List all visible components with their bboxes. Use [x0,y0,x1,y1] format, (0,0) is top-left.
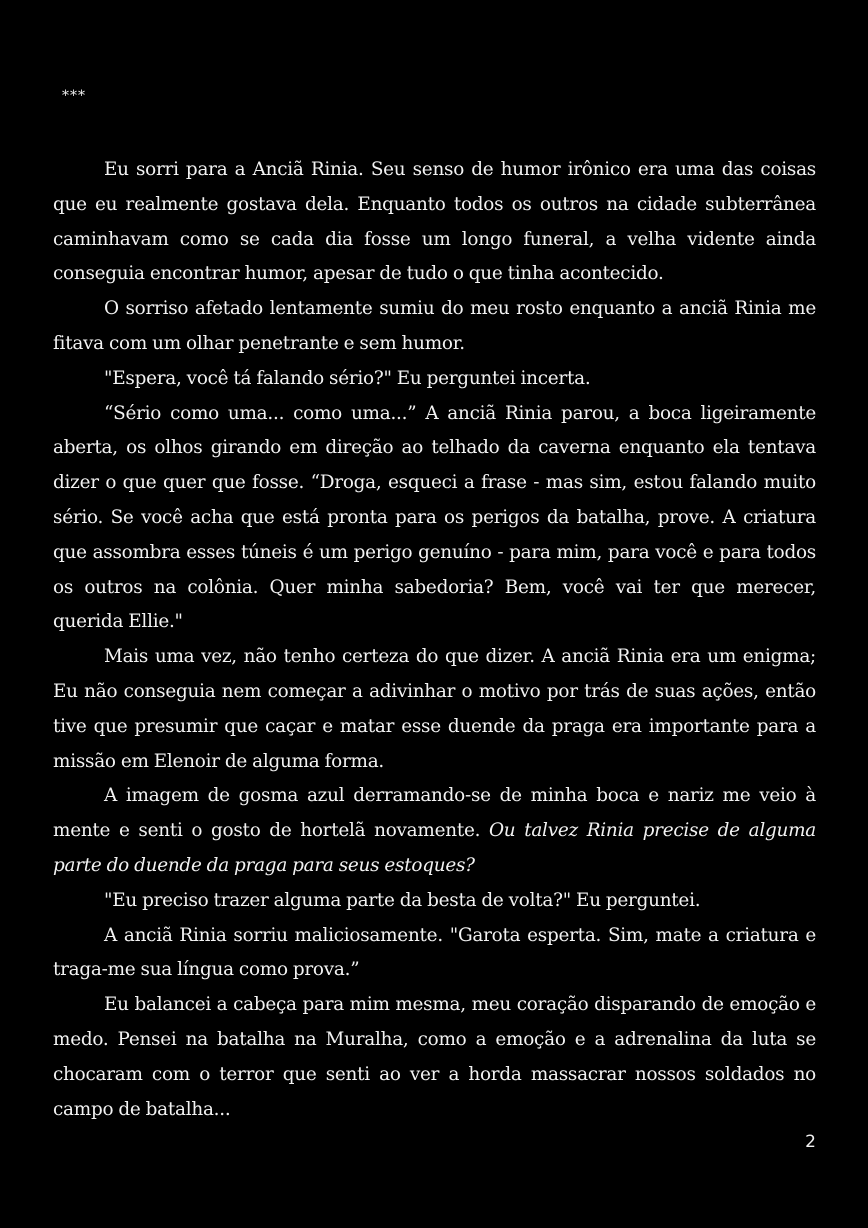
paragraph: Mais uma vez, não tenho certeza do que dizer. A anciã Rinia era um enigma; Eu não conseguia nem começar a adivinhar o motivo por trás de suas ações, então tive que presumir que caçar e matar esse duende da praga era importante para a missão em Elenoir de alguma forma. [53,646,816,772]
paragraph [53,779,816,883]
paragraph: "Espera, você tá falando sério?" Eu perguntei incerta. [104,367,591,389]
paragraph: Eu sorri para a Anciã Rinia. Seu senso de humor irônico era uma das coisas que eu realmente gostava dela. Enquanto todos os outros na cidade subterrânea caminhavam como se cada dia fosse um longo funeral, a velha vidente ainda conseguia encontrar humor, apesar de tudo o que tinha acontecido. [53,159,816,285]
paragraph: A anciã Rinia sorriu maliciosamente. "Garota esperta. Sim, mate a criatura e traga-me sua língua como prova.” [53,924,816,981]
italic-thought: Ou talvez Rinia precise de alguma parte do duende da praga para seus estoques? [53,820,816,876]
paragraph: Eu balancei a cabeça para mim mesma, meu coração disparando de emoção e medo. Pensei na batalha na Muralha, como a emoção e a adrenalina da luta se chocaram com o terror que senti ao ver a horda massacrar nossos soldados no campo de batalha... [53,994,816,1120]
body-text [53,153,816,1127]
section-separator: *** [62,88,86,104]
paragraph: “Sério como uma... como uma...” A anciã Rinia parou, a boca ligeiramente aberta, os olhos girando em direção ao telhado da caverna enquanto ela tentava dizer o que quer que fosse. “Droga, esqueci a frase - mas sim, estou falando muito sério. Se você acha que está pronta para os perigos da batalha, prove. A criatura que assombra esses túneis é um perigo genuíno - para mim, para você e para todos os outros na colônia. Quer minha sabedoria? Bem, você vai ter que merecer, querida Ellie." [53,402,816,633]
paragraph-text: A imagem de gosma azul derramando-se de minha boca e nariz me veio à mente e senti o gosto de hortelã novamente. [53,785,816,842]
paragraph: O sorriso afetado lentamente sumiu do meu rosto enquanto a anciã Rinia me fitava com um olhar penetrante e sem humor. [53,298,816,354]
page-number: 2 [805,1132,816,1152]
paragraph: "Eu preciso trazer alguma parte da besta de volta?" Eu perguntei. [104,889,701,911]
